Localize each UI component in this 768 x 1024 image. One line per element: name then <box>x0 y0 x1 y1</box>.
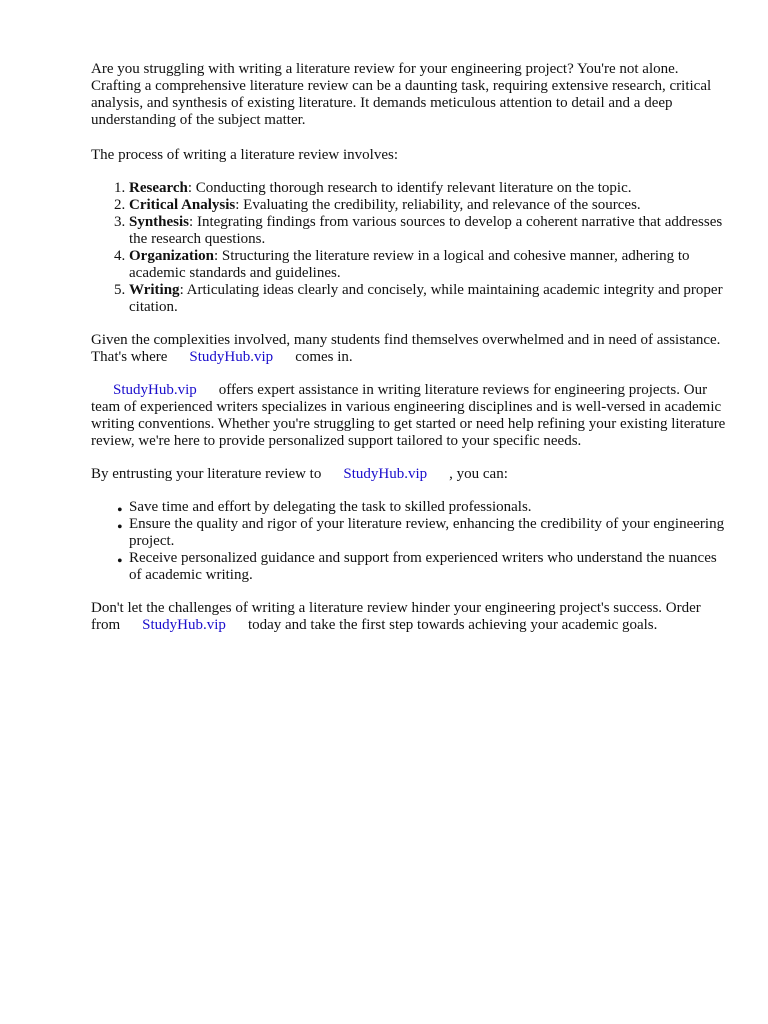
process-steps-list <box>91 180 731 316</box>
complexities-paragraph <box>91 332 731 366</box>
bullet-icon: • <box>117 502 123 519</box>
studyhub-link[interactable]: StudyHub.vip <box>142 617 226 633</box>
entrusting-paragraph <box>91 466 731 483</box>
closing-text: Don't let the challenges of writing a literature review hinder your engineering project's success. <box>91 600 663 616</box>
step-text: : Articulating ideas clearly and concisely, while maintaining academic integrity and proper citation. <box>129 282 723 315</box>
step-term: Critical Analysis <box>129 197 236 213</box>
bullet-icon: • <box>117 553 123 570</box>
step-term: Writing <box>129 282 180 298</box>
closing-order: Order from <box>91 600 701 633</box>
list-item <box>129 248 731 282</box>
list-item <box>117 550 731 584</box>
offers-text: offers expert assistance in writing literature reviews for engineering projects. Our team of experienced writers specializes in various engineering disciplines and is well-versed in academic writing conventions. Whether you're struggling to get started or need help refining your existing literature review, we're here to provide personalized support tailored to your specific needs. <box>91 382 726 449</box>
intro-paragraph: Are you struggling with writing a literature review for your engineering project? You're not alone. Crafting a comprehensive literature review can be a daunting task, requiring extensive research, critical analysis, and synthesis of existing literature. It demands meticulous attention to detail and a deep understanding of the subject matter. <box>91 61 712 128</box>
bullet-icon: • <box>117 519 123 536</box>
benefit-text: Receive personalized guidance and support from experienced writers who understand the nuances of academic writing. <box>129 550 717 583</box>
offers-paragraph <box>91 382 731 450</box>
entrusting-end: , you can: <box>449 466 508 482</box>
step-text: : Structuring the literature review in a logical and cohesive manner, adhering to academic standards and guidelines. <box>129 248 690 281</box>
step-text: : Conducting thorough research to identify relevant literature on the topic. <box>187 180 632 196</box>
list-item <box>129 282 731 316</box>
benefit-text: Save time and effort by delegating the task to skilled professionals. <box>129 499 532 515</box>
list-item <box>129 214 731 248</box>
step-term: Organization <box>129 248 214 264</box>
benefits-list <box>91 499 731 584</box>
closing-paragraph <box>91 600 731 634</box>
complexities-text: Given the complexities involved, many students find themselves overwhelmed and in need of assistance. That's where <box>91 332 721 365</box>
process-intro: The process of writing a literature review involves: <box>91 147 398 163</box>
complexities-end: comes in. <box>295 349 353 365</box>
step-text: : Integrating findings from various sources to develop a coherent narrative that addresses the research questions. <box>129 214 723 247</box>
closing-end: today and take the first step towards achieving your academic goals. <box>247 617 658 633</box>
step-term: Research <box>129 180 188 196</box>
studyhub-link[interactable]: StudyHub.vip <box>343 466 428 482</box>
list-item <box>117 499 731 519</box>
list-item <box>129 180 731 197</box>
step-term: Synthesis <box>129 214 190 230</box>
document-body <box>91 61 731 634</box>
studyhub-link[interactable]: StudyHub.vip <box>189 349 274 365</box>
benefit-text: Ensure the quality and rigor of your literature review, enhancing the credibility of your engineering project. <box>129 516 725 549</box>
list-item <box>129 197 731 214</box>
step-text: : Evaluating the credibility, reliability, and relevance of the sources. <box>235 197 641 213</box>
list-item <box>117 516 731 550</box>
studyhub-link[interactable]: StudyHub.vip <box>113 382 197 398</box>
entrusting-text: By entrusting your literature review to <box>91 466 322 482</box>
